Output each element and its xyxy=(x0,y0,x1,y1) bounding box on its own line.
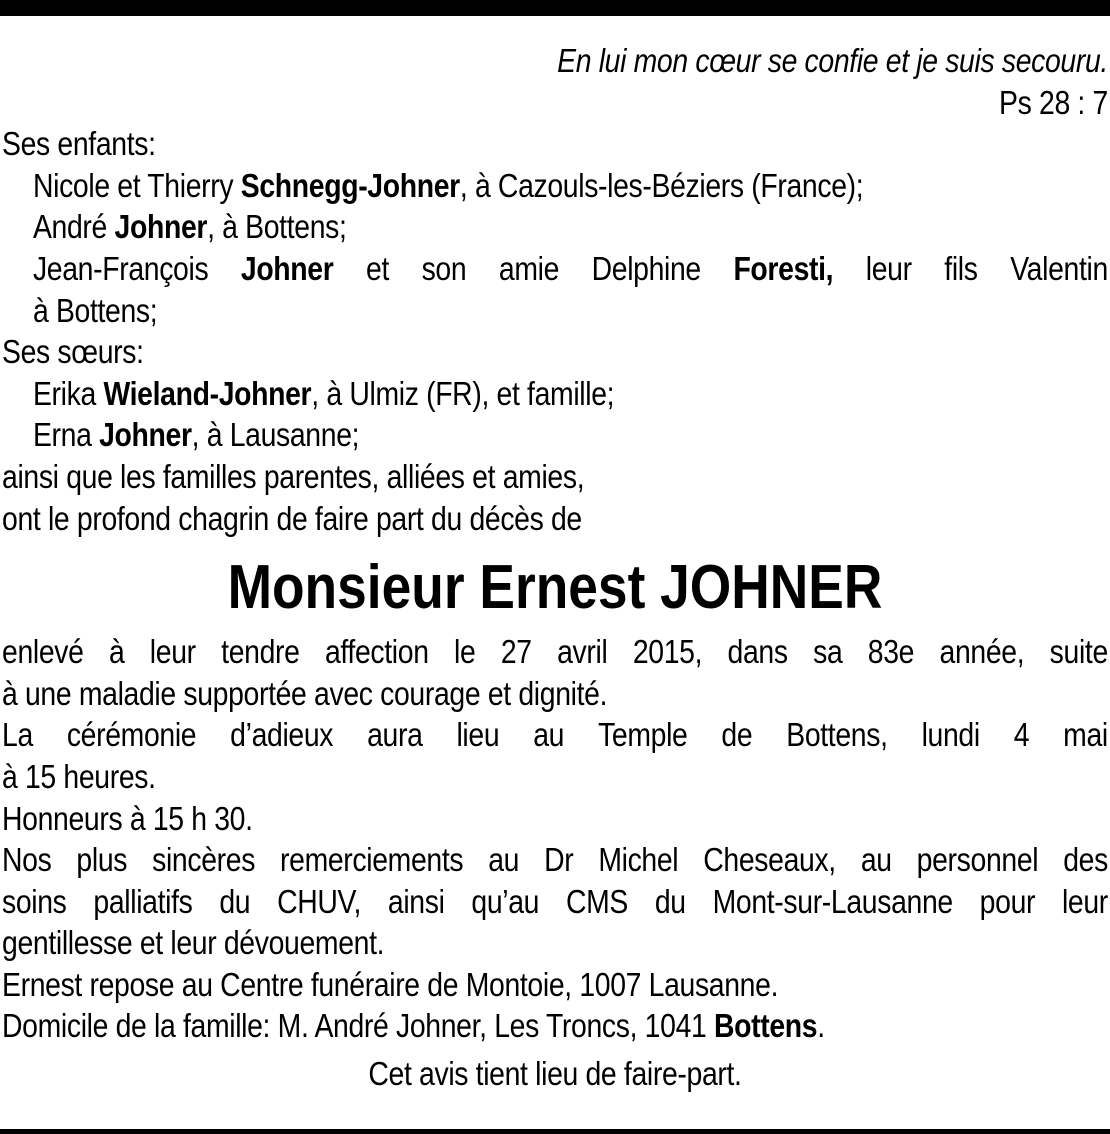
epigraph-quote: En lui mon cœur se confie et je suis secouru. xyxy=(557,42,1108,79)
word: Dr xyxy=(544,841,574,879)
word: sa xyxy=(813,633,843,671)
word: CMS xyxy=(565,882,629,920)
word: année, xyxy=(939,633,1025,671)
body-p1-line-2: à une maladie supportée avec courage et dignité. xyxy=(2,674,608,712)
word: 27 xyxy=(500,633,532,671)
word: à xyxy=(108,633,125,671)
top-border-rule xyxy=(0,0,1110,16)
word: personnel xyxy=(916,841,1039,879)
word: qu’au xyxy=(471,882,540,920)
word: sincères xyxy=(152,841,256,879)
word: Temple xyxy=(598,716,688,754)
word: Delphine xyxy=(591,249,701,287)
deceased-name-heading: Monsieur Ernest JOHNER xyxy=(227,553,883,623)
footer-note: Cet avis tient lieu de faire-part. xyxy=(368,1055,742,1093)
word: suite xyxy=(1049,633,1108,671)
word: tendre xyxy=(221,633,300,671)
body-p6-domicile xyxy=(2,1005,1108,1047)
word: d’adieux xyxy=(230,716,334,754)
word: Mont-sur-Lausanne xyxy=(712,882,953,920)
word: le xyxy=(454,633,476,671)
entry-text: . xyxy=(817,1007,825,1045)
sisters-label: Ses sœurs: xyxy=(2,333,144,371)
body-p4-line-3: gentillesse et leur dévouement. xyxy=(2,924,385,962)
word: au xyxy=(533,716,565,754)
children-entry-3 xyxy=(2,248,1108,290)
word: cérémonie xyxy=(66,716,197,754)
word: leur xyxy=(149,633,196,671)
word: ainsi xyxy=(387,882,445,920)
word: plus xyxy=(76,841,128,879)
sisters-entry-2 xyxy=(2,414,1108,456)
families-line-2: ont le profond chagrin de faire part du décès de xyxy=(2,499,582,537)
families-line-1: ainsi que les familles parentes, alliées et amies, xyxy=(2,457,585,495)
word: Nos xyxy=(2,841,52,879)
body-p2-line-2: à 15 heures. xyxy=(2,757,156,795)
word: dans xyxy=(727,633,788,671)
body-p2-line-1 xyxy=(2,714,1108,756)
word: Michel xyxy=(598,841,679,879)
word: palliatifs xyxy=(93,882,193,920)
word: lieu xyxy=(456,716,500,754)
body-p3: Honneurs à 15 h 30. xyxy=(2,799,253,837)
entry-surname: Wieland-Johner xyxy=(103,374,312,412)
word: amie xyxy=(498,249,560,287)
body-p5: Ernest repose au Centre funéraire de Montoie, 1007 Lausanne. xyxy=(2,965,779,1003)
word: leur xyxy=(1061,882,1108,920)
children-entry-3-continuation: à Bottens; xyxy=(32,291,158,329)
word: des xyxy=(1063,841,1108,879)
word: et xyxy=(366,249,389,287)
entry-place-bold: Bottens xyxy=(713,1007,818,1045)
entry-text: , à Cazouls-les-Béziers (France); xyxy=(459,166,864,204)
entry-text: Erna xyxy=(32,416,92,454)
word: soins xyxy=(2,882,67,920)
word: Valentin xyxy=(1010,249,1108,287)
epigraph-reference: Ps 28 : 7 xyxy=(999,83,1108,121)
word: Bottens, xyxy=(786,716,888,754)
word: au xyxy=(488,841,520,879)
body-p4-line-1 xyxy=(2,839,1108,881)
word: 2015, xyxy=(632,633,703,671)
word: aura xyxy=(367,716,423,754)
word: 4 xyxy=(1013,716,1030,754)
entry-surname: Johner xyxy=(240,249,334,287)
word: avril xyxy=(557,633,608,671)
word: 83e xyxy=(867,633,915,671)
word: affection xyxy=(324,633,429,671)
word: du xyxy=(219,882,251,920)
word: CHUV, xyxy=(277,882,362,920)
entry-surname: Johner xyxy=(114,208,208,246)
entry-text: Nicole et Thierry xyxy=(32,166,234,204)
entry-text: , à Bottens; xyxy=(207,208,347,246)
children-entry-1 xyxy=(2,165,1108,207)
word: enlevé xyxy=(2,633,84,671)
body-p4-line-2 xyxy=(2,881,1108,923)
sisters-entry-1 xyxy=(2,373,1108,415)
word: pour xyxy=(979,882,1036,920)
body-p1-line-1 xyxy=(2,631,1108,673)
entry-surname: Schnegg-Johner xyxy=(240,166,460,204)
entry-text: , à Lausanne; xyxy=(191,416,360,454)
word: leur xyxy=(865,249,912,287)
bottom-border-rule xyxy=(0,1129,1110,1134)
word: fils xyxy=(944,249,978,287)
word: Cheseaux, xyxy=(703,841,836,879)
word: Jean-François xyxy=(32,249,209,287)
word: mai xyxy=(1063,716,1108,754)
death-notice xyxy=(2,40,1108,1095)
word: au xyxy=(860,841,892,879)
entry-surname: Johner xyxy=(99,416,192,454)
word: du xyxy=(654,882,686,920)
children-label: Ses enfants: xyxy=(2,125,156,163)
entry-text: Domicile de la famille: M. André Johner, Les Troncs, 1041 xyxy=(2,1007,707,1045)
word: de xyxy=(721,716,753,754)
children-entry-2 xyxy=(2,206,1108,248)
word: son xyxy=(421,249,467,287)
word: remerciements xyxy=(280,841,464,879)
entry-text: André xyxy=(32,208,107,246)
entry-surname: Foresti, xyxy=(733,249,834,287)
entry-text: Erika xyxy=(32,374,96,412)
word: La xyxy=(2,716,33,754)
entry-text: , à Ulmiz (FR), et famille; xyxy=(311,374,615,412)
word: lundi xyxy=(921,716,980,754)
